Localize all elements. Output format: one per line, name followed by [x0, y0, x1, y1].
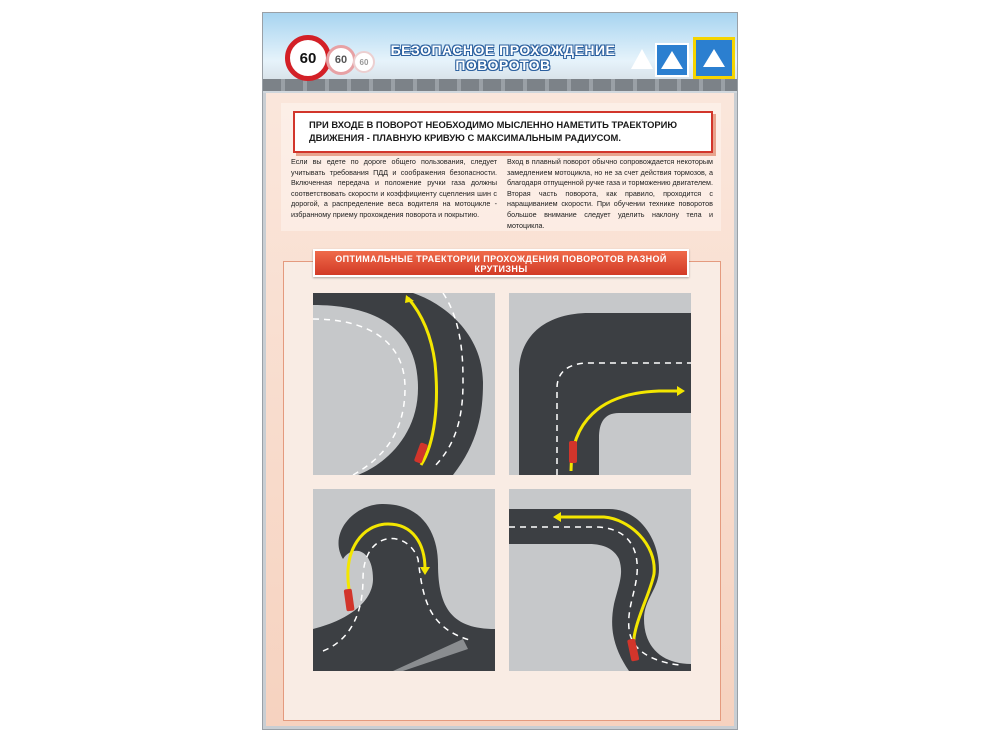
- speed-limit-sign-icon: 60: [285, 35, 331, 81]
- header-band: [263, 13, 737, 93]
- motorcycle-icon: [569, 441, 577, 463]
- turn-diagram-2: [509, 293, 691, 475]
- pedestrian-crossing-sign-icon: [693, 37, 735, 79]
- header-road-strip: [263, 79, 737, 91]
- turn-diagram-4: [509, 489, 691, 671]
- speed-limit-sign-icon: 60: [326, 45, 356, 75]
- poster: [262, 12, 738, 730]
- rule-text: ПРИ ВХОДЕ В ПОВОРОТ НЕОБХОДИМО МЫСЛЕННО НАМЕТИТЬ ТРАЕКТОРИЮ ДВИЖЕНИЯ - ПЛАВНУЮ КРИВУЮ С МАКСИМАЛЬНЫМ РАДИУСОМ.: [309, 119, 678, 143]
- motorcycle-icon: [344, 589, 355, 612]
- warning-triangle-icon: [631, 49, 653, 69]
- turn-diagram-1: [313, 293, 495, 475]
- page-title: БЕЗОПАСНОЕ ПРОХОЖДЕНИЕ ПОВОРОТОВ: [390, 42, 616, 73]
- speed-limit-sign-icon: 60: [353, 51, 375, 73]
- body-text-right: Вход в плавный поворот обычно сопровождается некоторым замедлением мотоцикла, но не за счет действия тормозов, а благодаря отпущенной ручке газа и торможению двигателем. Вторая часть поворота, как правило, проходится с наращиванием скорости. При обучении технике поворотов большое внимание следует уделить наклону тела и мотоцикла.: [507, 157, 713, 230]
- section-banner: [313, 249, 689, 277]
- turn-diagram-3: [313, 489, 495, 671]
- body-text-left: Если вы едете по дороге общего пользования, следует учитывать требования ПДД и соображения безопасности. Включенная передача и положение ручки газа должны соответствовать скорости и коэффициенту сцепления шин с дорогой, а распределение веса водителя на мотоцикле - избранному приему прохождения поворота и покрытию.: [291, 157, 497, 219]
- section-title: ОПТИМАЛЬНЫЕ ТРАЕКТОРИИ ПРОХОЖДЕНИЯ ПОВОРОТОВ РАЗНОЙ КРУТИЗНЫ: [335, 254, 667, 274]
- pedestrian-crossing-sign-icon: [655, 43, 689, 77]
- rule-box: [293, 111, 713, 153]
